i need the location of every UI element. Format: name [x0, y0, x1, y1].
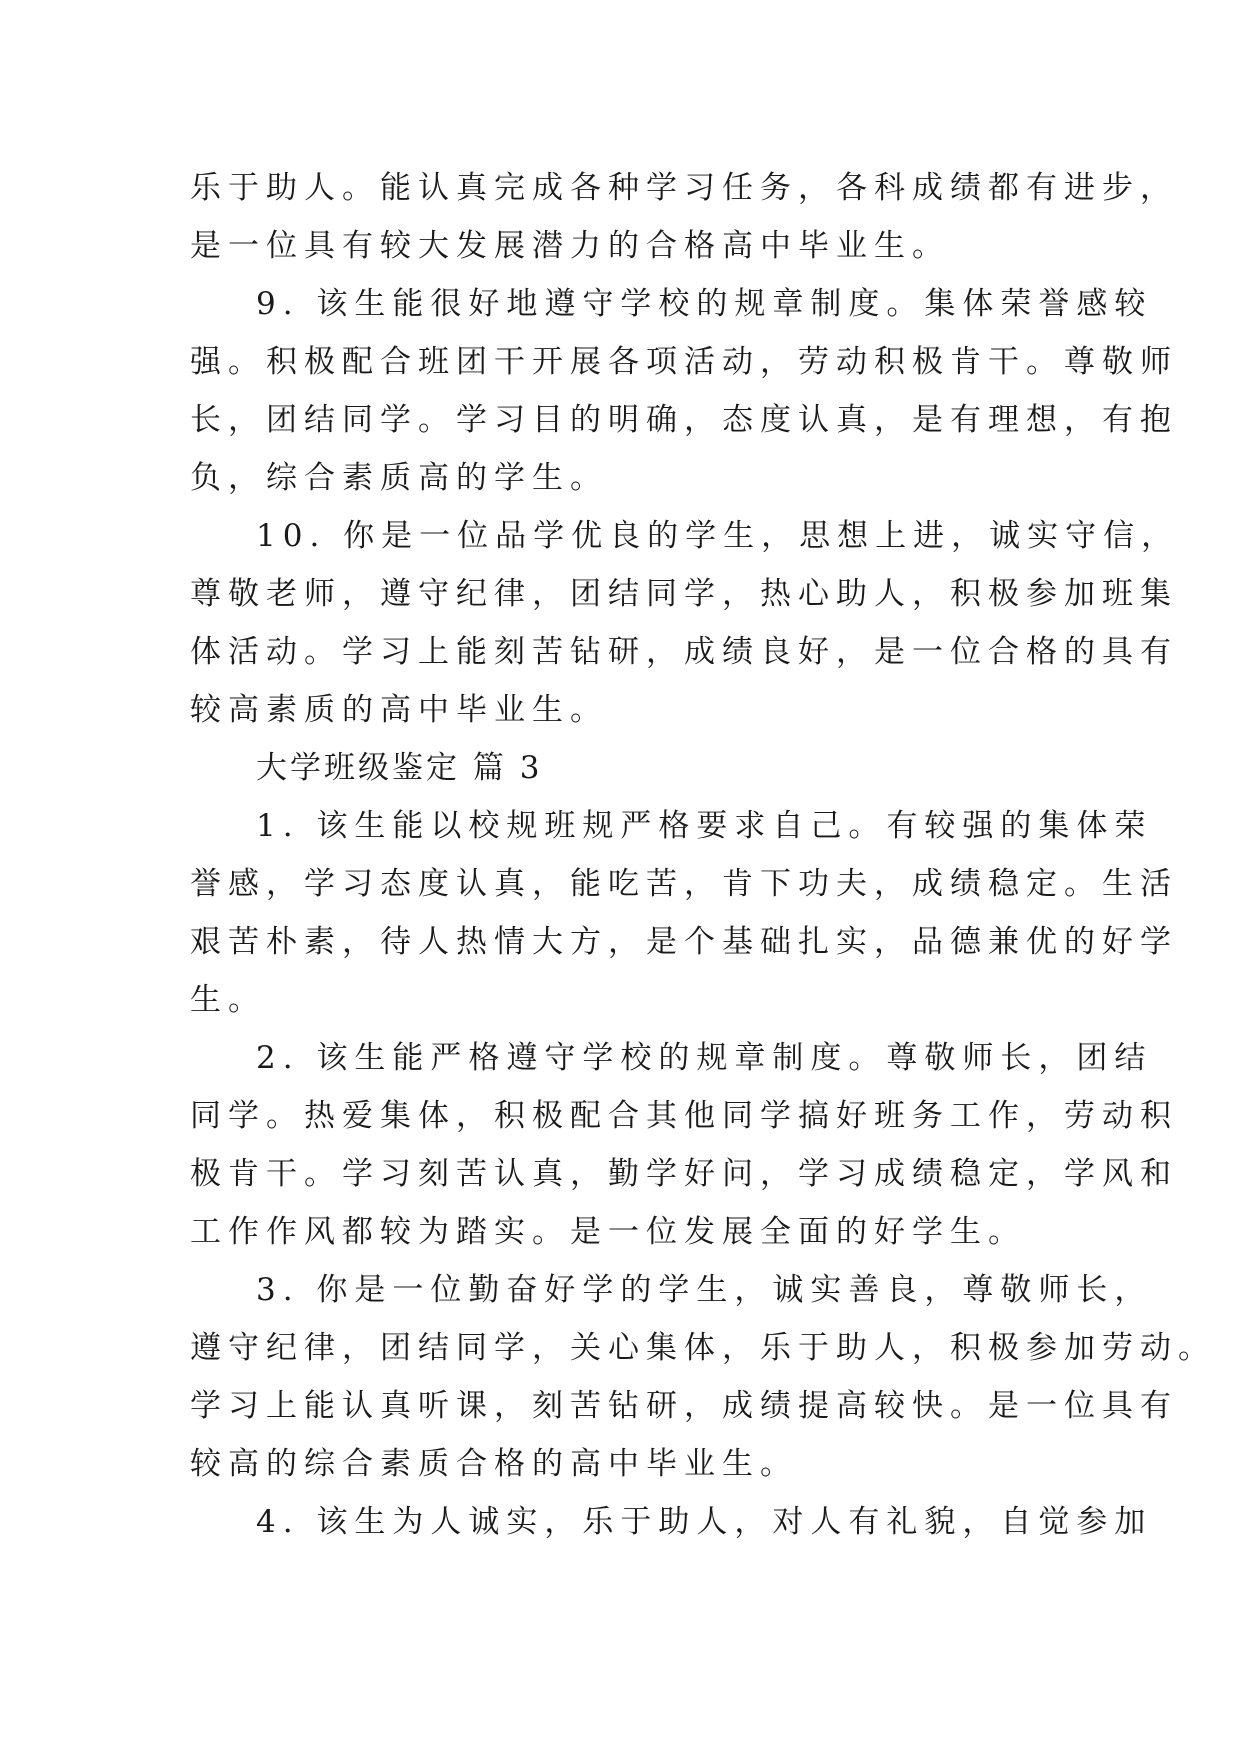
- text-line: 是一位具有较大发展潜力的合格高中毕业生。: [190, 228, 950, 264]
- text-line: 极肯干。学习刻苦认真，勤学好问，学习成绩稳定，学风和: [190, 1156, 1178, 1192]
- text-line: 同学。热爱集体，积极配合其他同学搞好班务工作，劳动积: [190, 1098, 1178, 1134]
- text-line: 10. 你是一位品学优良的学生，思想上进，诚实守信，: [256, 518, 1180, 554]
- text-line: 负，综合素质高的学生。: [190, 460, 608, 496]
- text-line: 誉感，学习态度认真，能吃苦，肯下功夫，成绩稳定。生活: [190, 866, 1178, 902]
- text-line: 较高的综合素质合格的高中毕业生。: [190, 1446, 798, 1482]
- text-line: 长，团结同学。学习目的明确，态度认真，是有理想，有抱: [190, 402, 1178, 438]
- text-line: 体活动。学习上能刻苦钻研，成绩良好，是一位合格的具有: [190, 634, 1178, 670]
- text-line: 尊敬老师，遵守纪律，团结同学，热心助人，积极参加班集: [190, 576, 1178, 612]
- text-line: 9. 该生能很好地遵守学校的规章制度。集体荣誉感较: [256, 286, 1153, 322]
- text-line: 艰苦朴素，待人热情大方，是个基础扎实，品德兼优的好学: [190, 924, 1178, 960]
- text-line: 3. 你是一位勤奋好学的学生，诚实善良，尊敬师长，: [256, 1272, 1153, 1308]
- text-line: 2. 该生能严格遵守学校的规章制度。尊敬师长，团结: [256, 1040, 1153, 1076]
- section-heading: 大学班级鉴定 篇 3: [256, 750, 543, 786]
- text-line: 生。: [190, 982, 266, 1018]
- text-line: 乐于助人。能认真完成各种学习任务，各科成绩都有进步，: [190, 170, 1178, 206]
- text-line: 4. 该生为人诚实，乐于助人，对人有礼貌，自觉参加: [256, 1504, 1153, 1540]
- text-line: 学习上能认真听课，刻苦钻研，成绩提高较快。是一位具有: [190, 1388, 1178, 1424]
- text-line: 较高素质的高中毕业生。: [190, 692, 608, 728]
- text-line: 1. 该生能以校规班规严格要求自己。有较强的集体荣: [256, 808, 1153, 844]
- text-line: 强。积极配合班团干开展各项活动，劳动积极肯干。尊敬师: [190, 344, 1178, 380]
- text-line: 遵守纪律，团结同学，关心集体，乐于助人，积极参加劳动。: [190, 1330, 1216, 1366]
- text-line: 工作作风都较为踏实。是一位发展全面的好学生。: [190, 1214, 1026, 1250]
